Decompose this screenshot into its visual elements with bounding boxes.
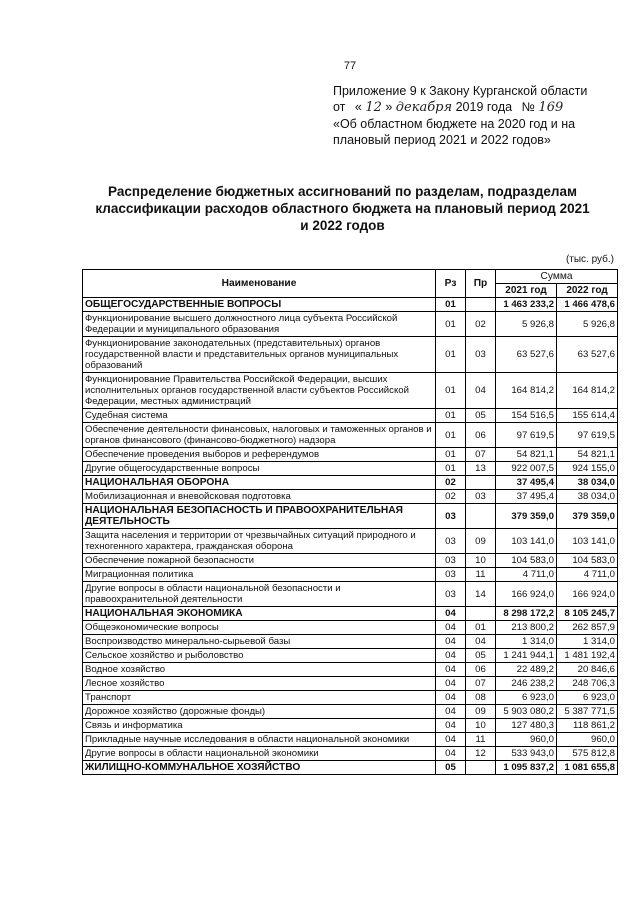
row-2021-cell: 22 489,2: [496, 663, 557, 677]
row-name-cell: Защита населения и территории от чрезвычайных ситуаций природного и техногенного характера, гражданская оборона: [83, 529, 436, 554]
row-rz-cell: 04: [436, 621, 466, 635]
row-2021-cell: 8 298 172,2: [496, 607, 557, 621]
table-row: [83, 582, 618, 607]
row-2022-cell: 166 924,0: [557, 582, 618, 607]
table-row: [83, 747, 618, 761]
row-2022-cell: 248 706,3: [557, 677, 618, 691]
row-rz-cell: 01: [436, 423, 466, 448]
handwritten-day: 12: [365, 100, 382, 115]
row-2022-cell: 6 923,0: [557, 691, 618, 705]
budget-table: [82, 269, 618, 775]
row-pr-cell: [466, 298, 496, 312]
row-2022-cell: 103 141,0: [557, 529, 618, 554]
row-pr-cell: 07: [466, 448, 496, 462]
appendix-line: Приложение 9 к Закону Курганской области: [333, 84, 588, 98]
row-rz-cell: 01: [436, 312, 466, 337]
row-2021-cell: 1 241 944,1: [496, 649, 557, 663]
row-2022-cell: 54 821,1: [557, 448, 618, 462]
row-rz-cell: 01: [436, 373, 466, 409]
appendix-date-line: [333, 99, 613, 116]
row-pr-cell: [466, 476, 496, 490]
row-2022-cell: 155 614,4: [557, 409, 618, 423]
row-pr-cell: 10: [466, 719, 496, 733]
quote-open: «: [354, 100, 362, 114]
row-pr-cell: 05: [466, 409, 496, 423]
table-row: [83, 719, 618, 733]
section-row: [83, 504, 618, 529]
table-row: [83, 462, 618, 476]
table-row: [83, 554, 618, 568]
row-name-cell: Обеспечение пожарной безопасности: [83, 554, 436, 568]
row-name-cell: Функционирование высшего должностного лица субъекта Российской Федерации и муниципального образования: [83, 312, 436, 337]
row-pr-cell: 03: [466, 490, 496, 504]
row-rz-cell: 04: [436, 649, 466, 663]
row-2021-cell: 104 583,0: [496, 554, 557, 568]
row-2021-cell: 63 527,6: [496, 337, 557, 373]
row-pr-cell: 02: [466, 312, 496, 337]
row-rz-cell: 01: [436, 462, 466, 476]
row-2022-cell: 4 711,0: [557, 568, 618, 582]
row-pr-cell: 11: [466, 568, 496, 582]
table-row: [83, 677, 618, 691]
table-row: [83, 663, 618, 677]
row-rz-cell: 04: [436, 607, 466, 621]
row-2021-cell: 54 821,1: [496, 448, 557, 462]
row-2022-cell: 262 857,9: [557, 621, 618, 635]
header-name: Наименование: [83, 270, 436, 298]
appendix-header: [333, 83, 613, 148]
row-2021-cell: 37 495,4: [496, 490, 557, 504]
handwritten-number: 169: [538, 100, 564, 115]
row-pr-cell: 01: [466, 621, 496, 635]
table-row: [83, 373, 618, 409]
row-2022-cell: 1 314,0: [557, 635, 618, 649]
table-header: [83, 270, 618, 298]
row-pr-cell: [466, 607, 496, 621]
number-sign: №: [521, 100, 535, 114]
row-2022-cell: 1 466 478,6: [557, 298, 618, 312]
row-pr-cell: [466, 504, 496, 529]
row-2022-cell: 63 527,6: [557, 337, 618, 373]
row-rz-cell: 04: [436, 719, 466, 733]
row-2021-cell: 103 141,0: [496, 529, 557, 554]
table-row: [83, 423, 618, 448]
row-2021-cell: 1 463 233,2: [496, 298, 557, 312]
row-pr-cell: 13: [466, 462, 496, 476]
from-label: от: [333, 100, 346, 114]
row-name-cell: Общеэкономические вопросы: [83, 621, 436, 635]
row-2022-cell: 38 034,0: [557, 476, 618, 490]
law-title: «Об областном бюджете на 2020 год и на плановый период 2021 и 2022 годов»: [333, 117, 576, 147]
row-pr-cell: 10: [466, 554, 496, 568]
row-pr-cell: 04: [466, 373, 496, 409]
row-name-cell: Другие общегосударственные вопросы: [83, 462, 436, 476]
row-pr-cell: 14: [466, 582, 496, 607]
row-rz-cell: 01: [436, 337, 466, 373]
table-body: [83, 298, 618, 775]
row-2021-cell: 166 924,0: [496, 582, 557, 607]
header-sum: Сумма: [496, 270, 618, 284]
row-rz-cell: 03: [436, 568, 466, 582]
header-pr: Пр: [466, 270, 496, 298]
table-row: [83, 635, 618, 649]
row-rz-cell: 03: [436, 554, 466, 568]
row-2021-cell: 533 943,0: [496, 747, 557, 761]
header-year-2022: 2022 год: [557, 284, 618, 298]
row-name-cell: Связь и информатика: [83, 719, 436, 733]
row-2022-cell: 20 846,6: [557, 663, 618, 677]
row-rz-cell: 05: [436, 761, 466, 775]
row-2021-cell: 922 007,5: [496, 462, 557, 476]
row-2021-cell: 1 095 837,2: [496, 761, 557, 775]
row-2021-cell: 154 516,5: [496, 409, 557, 423]
row-name-cell: Сельское хозяйство и рыболовство: [83, 649, 436, 663]
row-2022-cell: 960,0: [557, 733, 618, 747]
row-rz-cell: 01: [436, 409, 466, 423]
row-name-cell: Другие вопросы в области национальной экономики: [83, 747, 436, 761]
row-rz-cell: 01: [436, 448, 466, 462]
table-row: [83, 568, 618, 582]
row-2021-cell: 5 903 080,2: [496, 705, 557, 719]
row-rz-cell: 04: [436, 747, 466, 761]
table-row: [83, 691, 618, 705]
row-2021-cell: 97 619,5: [496, 423, 557, 448]
units-label: (тыс. руб.): [565, 254, 614, 265]
row-name-cell: Водное хозяйство: [83, 663, 436, 677]
row-pr-cell: 09: [466, 705, 496, 719]
row-name-cell: НАЦИОНАЛЬНАЯ ОБОРОНА: [83, 476, 436, 490]
row-2021-cell: 960,0: [496, 733, 557, 747]
row-pr-cell: 04: [466, 635, 496, 649]
table-row: [83, 409, 618, 423]
table-row: [83, 621, 618, 635]
row-name-cell: Воспроизводство минерально-сырьевой базы: [83, 635, 436, 649]
row-2021-cell: 5 926,8: [496, 312, 557, 337]
section-row: [83, 607, 618, 621]
row-rz-cell: 04: [436, 677, 466, 691]
section-row: [83, 761, 618, 775]
row-name-cell: НАЦИОНАЛЬНАЯ БЕЗОПАСНОСТЬ И ПРАВООХРАНИТЕЛЬНАЯ ДЕЯТЕЛЬНОСТЬ: [83, 504, 436, 529]
row-name-cell: Дорожное хозяйство (дорожные фонды): [83, 705, 436, 719]
row-rz-cell: 01: [436, 298, 466, 312]
row-2022-cell: 118 861,2: [557, 719, 618, 733]
row-pr-cell: 12: [466, 747, 496, 761]
row-pr-cell: 06: [466, 663, 496, 677]
row-pr-cell: [466, 761, 496, 775]
row-rz-cell: 02: [436, 490, 466, 504]
row-name-cell: ОБЩЕГОСУДАРСТВЕННЫЕ ВОПРОСЫ: [83, 298, 436, 312]
row-rz-cell: 04: [436, 635, 466, 649]
row-name-cell: Обеспечение проведения выборов и референдумов: [83, 448, 436, 462]
table-row: [83, 448, 618, 462]
table-row: [83, 337, 618, 373]
row-name-cell: ЖИЛИЩНО-КОММУНАЛЬНОЕ ХОЗЯЙСТВО: [83, 761, 436, 775]
row-rz-cell: 03: [436, 582, 466, 607]
row-pr-cell: 08: [466, 691, 496, 705]
row-pr-cell: 06: [466, 423, 496, 448]
row-2022-cell: 8 105 245,7: [557, 607, 618, 621]
row-2022-cell: 164 814,2: [557, 373, 618, 409]
row-name-cell: Функционирование Правительства Российской Федерации, высших исполнительных органов государственной власти субъектов Российской Федерации, местных администраций: [83, 373, 436, 409]
row-2022-cell: 38 034,0: [557, 490, 618, 504]
row-name-cell: Прикладные научные исследования в области национальной экономики: [83, 733, 436, 747]
row-2021-cell: 164 814,2: [496, 373, 557, 409]
header-year-2021: 2021 год: [496, 284, 557, 298]
table-row: [83, 705, 618, 719]
section-row: [83, 298, 618, 312]
row-pr-cell: 09: [466, 529, 496, 554]
row-name-cell: Миграционная политика: [83, 568, 436, 582]
row-name-cell: НАЦИОНАЛЬНАЯ ЭКОНОМИКА: [83, 607, 436, 621]
row-2022-cell: 924 155,0: [557, 462, 618, 476]
row-pr-cell: 07: [466, 677, 496, 691]
row-rz-cell: 03: [436, 504, 466, 529]
document-title: Распределение бюджетных ассигнований по разделам, подразделам классификации расходов областного бюджета на плановый период 2021 и 2022 годов: [95, 184, 590, 233]
row-name-cell: Судебная система: [83, 409, 436, 423]
year-text: 2019 года: [455, 100, 513, 114]
table-row: [83, 312, 618, 337]
row-2021-cell: 246 238,2: [496, 677, 557, 691]
row-name-cell: Транспорт: [83, 691, 436, 705]
row-rz-cell: 04: [436, 733, 466, 747]
table-row: [83, 733, 618, 747]
row-pr-cell: 03: [466, 337, 496, 373]
row-rz-cell: 02: [436, 476, 466, 490]
table-row: [83, 649, 618, 663]
row-rz-cell: 04: [436, 691, 466, 705]
row-2022-cell: 575 812,8: [557, 747, 618, 761]
row-2021-cell: 127 480,3: [496, 719, 557, 733]
row-2022-cell: 5 926,8: [557, 312, 618, 337]
row-2022-cell: 1 081 655,8: [557, 761, 618, 775]
table-row: [83, 490, 618, 504]
row-pr-cell: 05: [466, 649, 496, 663]
row-2021-cell: 4 711,0: [496, 568, 557, 582]
quote-close: »: [385, 100, 393, 114]
row-2021-cell: 379 359,0: [496, 504, 557, 529]
row-2022-cell: 104 583,0: [557, 554, 618, 568]
row-rz-cell: 03: [436, 529, 466, 554]
row-name-cell: Лесное хозяйство: [83, 677, 436, 691]
handwritten-month: декабря: [395, 100, 453, 115]
row-name-cell: Обеспечение деятельности финансовых, налоговых и таможенных органов и органов финансового (финансово-бюджетного) надзора: [83, 423, 436, 448]
row-pr-cell: 11: [466, 733, 496, 747]
row-name-cell: Другие вопросы в области национальной безопасности и правоохранительной деятельности: [83, 582, 436, 607]
row-2021-cell: 213 800,2: [496, 621, 557, 635]
row-2021-cell: 1 314,0: [496, 635, 557, 649]
row-2021-cell: 37 495,4: [496, 476, 557, 490]
page-number: 77: [343, 60, 357, 72]
header-rz: Рз: [436, 270, 466, 298]
row-2022-cell: 97 619,5: [557, 423, 618, 448]
section-row: [83, 476, 618, 490]
row-2022-cell: 5 387 771,5: [557, 705, 618, 719]
table-row: [83, 529, 618, 554]
row-2022-cell: 1 481 192,4: [557, 649, 618, 663]
row-name-cell: Мобилизационная и вневойсковая подготовка: [83, 490, 436, 504]
row-rz-cell: 04: [436, 705, 466, 719]
row-name-cell: Функционирование законодательных (представительных) органов государственной власти и представительных органов муниципальных образований: [83, 337, 436, 373]
row-2021-cell: 6 923,0: [496, 691, 557, 705]
row-2022-cell: 379 359,0: [557, 504, 618, 529]
row-rz-cell: 04: [436, 663, 466, 677]
